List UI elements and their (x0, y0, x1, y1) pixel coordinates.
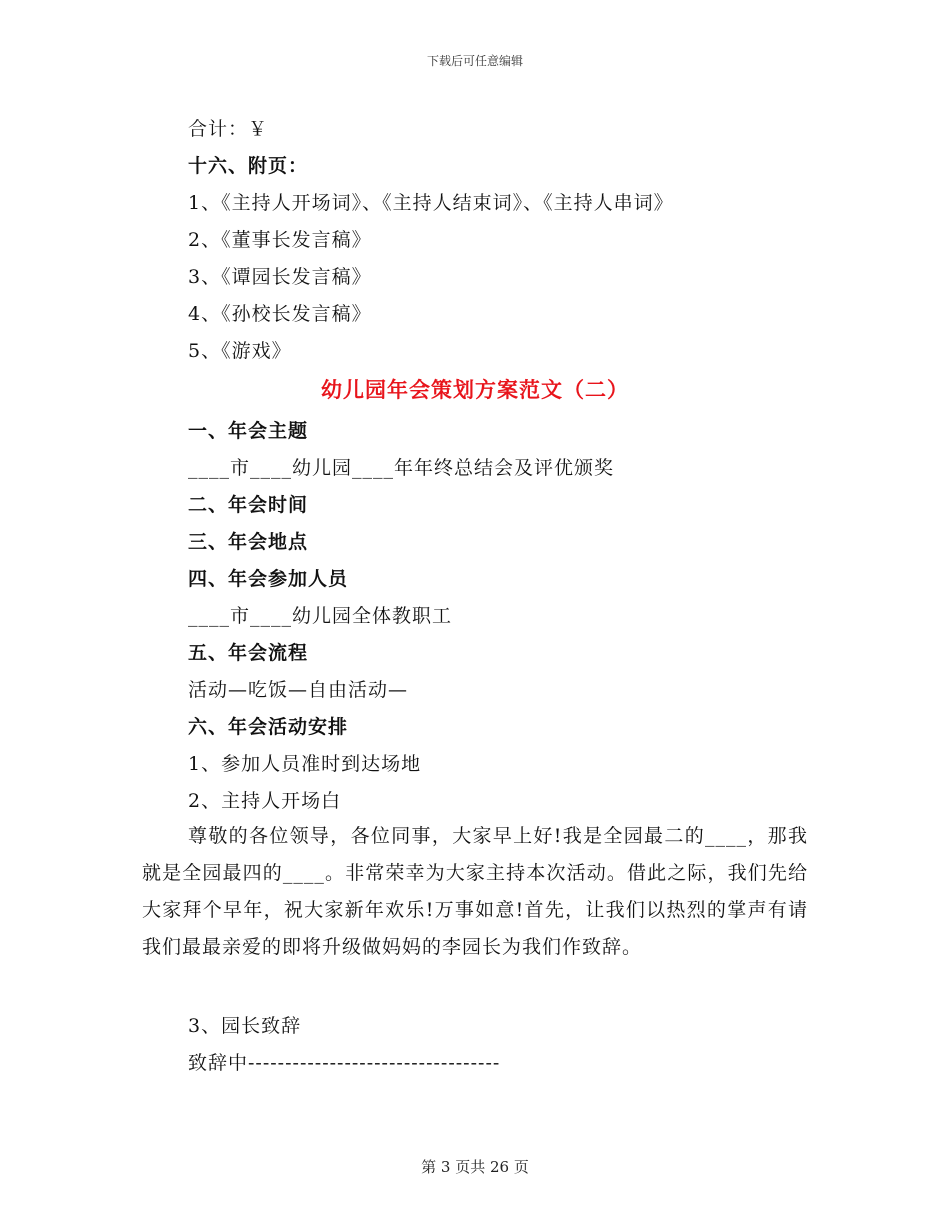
process-text: 活动—吃饭—自由活动— (188, 679, 409, 701)
host-opening-paragraph: 尊敬的各位领导，各位同事，大家早上好!我是全园最二的____，那我就是全园最四的____。非常荣幸为大家主持本次活动。借此之际，我们先给大家拜个早年，祝大家新年欢乐!万事如意!首先，让我们以热烈的掌声有请我们最最亲爱的即将升级做妈妈的李园长为我们作致辞。 (142, 825, 808, 958)
schedule-item-1: 1、参加人员准时到达场地 (188, 753, 422, 775)
appendix-item-1: 1、《主持人开场词》、《主持人结束词》、《主持人串词》 (188, 192, 674, 214)
attendees-text: ____市____幼儿园全体教职工 (188, 605, 453, 627)
page-header: 下载后可任意编辑 (426, 54, 523, 68)
section-heading-schedule: 六、年会活动安排 (188, 716, 349, 738)
schedule-item-2: 2、主持人开场白 (188, 790, 342, 812)
schedule-item-3: 3、园长致辞 (188, 1015, 302, 1037)
total-line: 合计：￥ (188, 118, 269, 140)
section-heading-time: 二、年会时间 (188, 494, 309, 516)
appendix-item-4: 4、《孙校长发言稿》 (188, 303, 372, 325)
section-heading-process: 五、年会流程 (188, 642, 309, 664)
appendix-item-2: 2、《董事长发言稿》 (188, 229, 372, 251)
speech-in-progress-line: 致辞中---------------------------------- (188, 1052, 501, 1074)
appendix-item-5: 5、《游戏》 (188, 340, 292, 362)
page-footer: 第 3 页共 26 页 (421, 1158, 529, 1176)
appendix-item-3: 3、《谭园长发言稿》 (188, 266, 372, 288)
theme-text: ____市____幼儿园____年年终总结会及评优颁奖 (188, 457, 615, 479)
section-heading-theme: 一、年会主题 (188, 420, 309, 442)
section-heading-attendees: 四、年会参加人员 (188, 568, 349, 590)
section-heading-location: 三、年会地点 (188, 531, 309, 553)
section-heading-appendix: 十六、附页： (188, 155, 309, 177)
document-title: 幼儿园年会策划方案范文（二） (321, 377, 629, 402)
